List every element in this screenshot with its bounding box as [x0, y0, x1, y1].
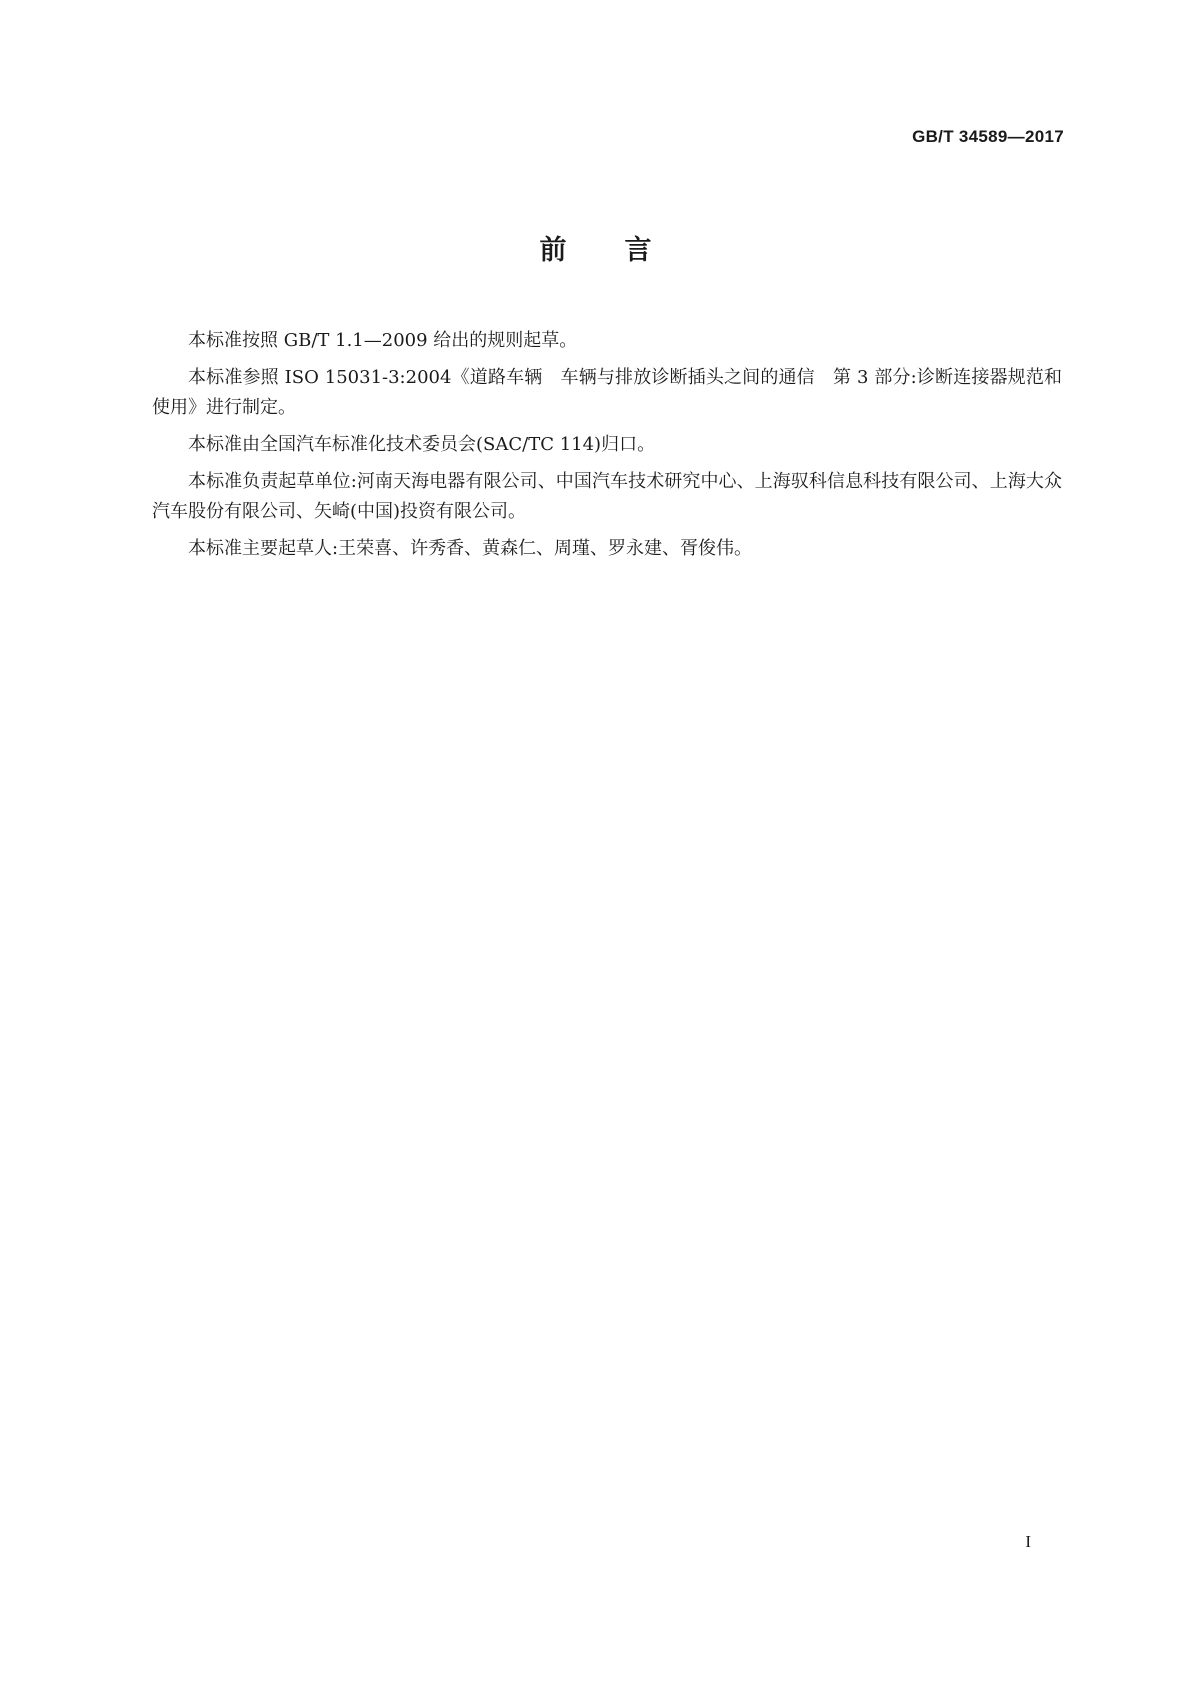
- paragraph-drafting-rules: 本标准按照 GB/T 1.1—2009 给出的规则起草。: [188, 330, 578, 351]
- paragraph-committee: 本标准由全国汽车标准化技术委员会(SAC/TC 114)归口。: [188, 434, 656, 455]
- foreword-heading: 前言: [539, 235, 710, 266]
- paragraph-drafters: 本标准主要起草人:王荣喜、许秀香、黄森仁、周瑾、罗永建、胥俊伟。: [188, 538, 753, 559]
- standard-number: GB/T 34589—2017: [912, 127, 1064, 146]
- page-number: I: [1025, 1532, 1031, 1551]
- paragraph-reference-standard: 本标准参照 ISO 15031-3:2004《道路车辆 车辆与排放诊断插头之间的通信 第 3 部分:诊断连接器规范和使用》进行制定。: [152, 367, 1062, 418]
- foreword-body: [152, 326, 1062, 571]
- paragraph-drafting-units: 本标准负责起草单位:河南天海电器有限公司、中国汽车技术研究中心、上海驭科信息科技有限公司、上海大众汽车股份有限公司、矢崎(中国)投资有限公司。: [152, 471, 1062, 522]
